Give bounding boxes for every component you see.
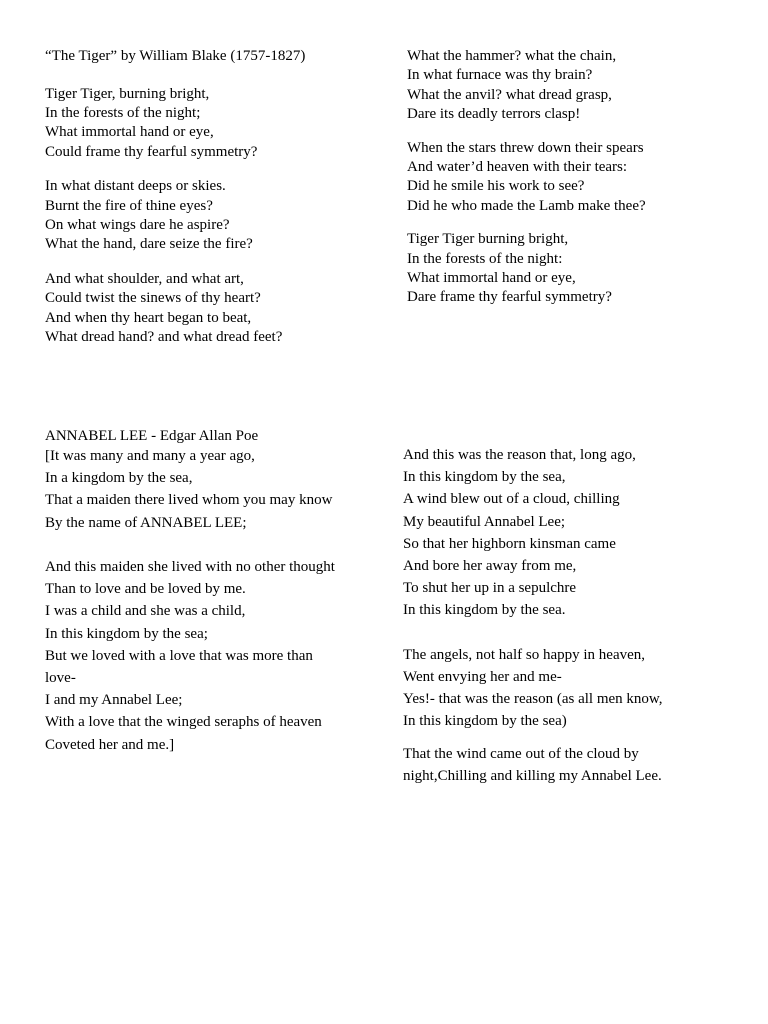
annabel-right-column (403, 444, 663, 787)
poem-line: And this was the reason that, long ago, (403, 447, 636, 463)
stanza-gap (45, 534, 335, 556)
poem-line: Burnt the fire of thine eyes? (45, 197, 213, 214)
poem-line: With a love that the winged seraphs of heaven (45, 714, 322, 731)
poem-line: What immortal hand or eye, (407, 269, 576, 286)
poem-line: And this maiden she lived with no other thought (45, 559, 335, 575)
poem-line: And water’d heaven with their tears: (407, 158, 628, 175)
tiger-right-column (407, 47, 646, 308)
poem-line: In this kingdom by the sea, (403, 469, 566, 486)
annabel-left-column (45, 427, 335, 756)
poem-line: By the name of ANNABEL LEE; (45, 514, 247, 531)
poem-line: On what wings dare he aspire? (45, 217, 230, 234)
annabel-final-stanza (403, 743, 663, 787)
poem-line: In the forests of the night: (407, 250, 563, 267)
poem-line: I and my Annabel Lee; (45, 692, 183, 709)
tiger-stanza-3 (45, 270, 305, 347)
tiger-stanza-1 (45, 85, 305, 162)
poem-line: What the hammer? what the chain, (407, 48, 617, 64)
annabel-title: ANNABEL LEE - Edgar Allan Poe (45, 428, 259, 444)
stanza-gap (403, 622, 663, 644)
poem-line: In this kingdom by the sea; (45, 625, 208, 642)
poem-line: That the wind came out of the cloud by (403, 745, 639, 762)
poem-line: Tiger Tiger burning bright, (407, 231, 569, 248)
poem-line: [It was many and many a year ago, (45, 448, 255, 464)
poem-line: In what furnace was thy brain? (407, 67, 593, 84)
poem-line: To shut her up in a sepulchre (403, 580, 577, 597)
poem-line: I was a child and she was a child, (45, 603, 246, 620)
poem-line: But we loved with a love that was more than (45, 647, 313, 664)
poem-line: What dread hand? and what dread feet? (45, 328, 283, 345)
poem-line: Did he who made the Lamb make thee? (407, 197, 646, 214)
poem-line: And bore her away from me, (403, 558, 577, 575)
tiger-left-column (45, 47, 305, 347)
poem-line: In a kingdom by the sea, (45, 470, 193, 487)
poem-line: And what shoulder, and what art, (45, 271, 244, 288)
poem-line: What the hand, dare seize the fire? (45, 236, 253, 253)
tiger-stanza-4 (407, 47, 646, 124)
poem-line: The angels, not half so happy in heaven, (403, 646, 646, 663)
poem-line: Did he smile his work to see? (407, 178, 585, 195)
poem-line: In this kingdom by the sea. (403, 602, 566, 619)
poem-line: Than to love and be loved by me. (45, 581, 246, 598)
poem-line: In what distant deeps or skies. (45, 178, 226, 195)
poem-line: That a maiden there lived whom you may know (45, 492, 333, 509)
poem-line: What the anvil? what dread grasp, (407, 86, 612, 103)
poem-line: Tiger Tiger, burning bright, (45, 85, 210, 102)
poem-line: Went envying her and me- (403, 669, 562, 686)
poem-line: Could frame thy fearful symmetry? (45, 143, 258, 160)
poem-line: Yes!- that was the reason (as all men know, (403, 691, 663, 708)
poem-line: Dare frame thy fearful symmetry? (407, 289, 612, 306)
tiger-title: “The Tiger” by William Blake (1757-1827) (45, 48, 306, 64)
poem-line: night,Chilling and killing my Annabel Lee. (403, 767, 662, 784)
poem-line: In this kingdom by the sea) (403, 713, 567, 730)
poem-line: love- (45, 670, 76, 687)
poem-line: And when thy heart began to beat, (45, 309, 252, 326)
poem-line: A wind blew out of a cloud, chilling (403, 491, 620, 508)
poem-line: Could twist the sinews of thy heart? (45, 290, 261, 307)
tiger-stanza-5 (407, 139, 646, 216)
poem-line: Coveted her and me.] (45, 736, 175, 753)
poem-line: Dare its deadly terrors clasp! (407, 105, 581, 122)
poem-line: When the stars threw down their spears (407, 139, 644, 156)
poem-line: What immortal hand or eye, (45, 124, 214, 141)
tiger-stanza-2 (45, 177, 305, 254)
poem-line: So that her highborn kinsman came (403, 535, 616, 552)
poem-line: In the forests of the night; (45, 105, 201, 122)
tiger-stanza-6 (407, 230, 646, 307)
poem-line: My beautiful Annabel Lee; (403, 513, 566, 530)
